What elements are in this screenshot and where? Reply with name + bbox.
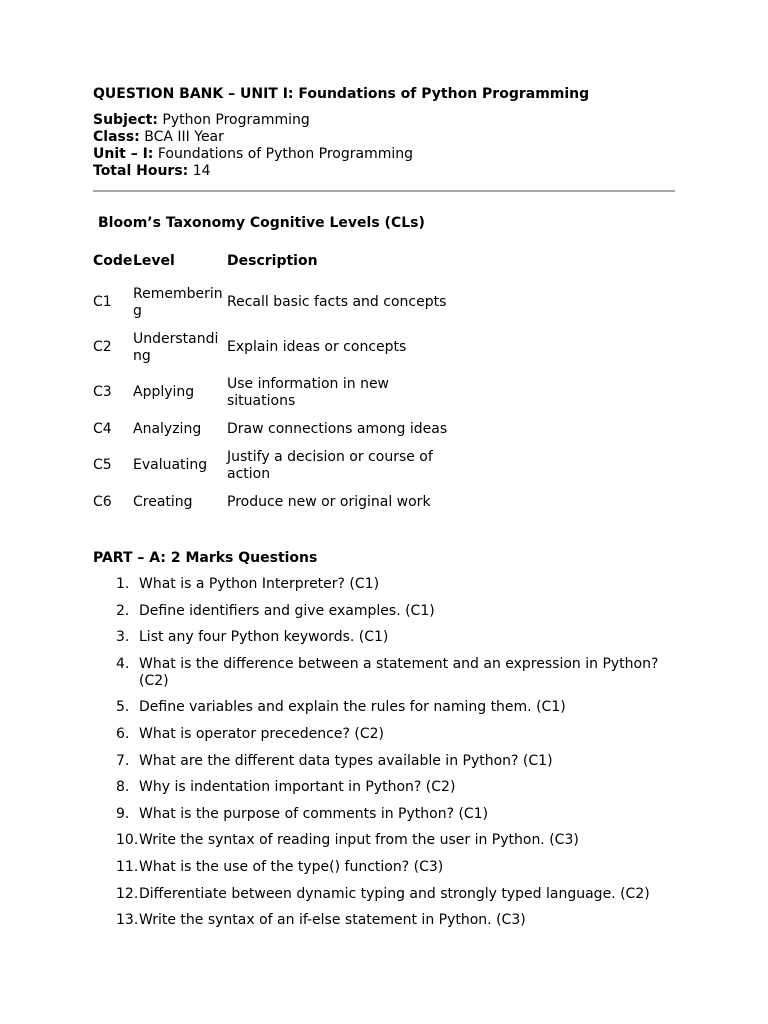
list-item <box>116 726 676 743</box>
meta-hours <box>93 163 413 180</box>
list-item <box>116 656 676 690</box>
cell-description: Draw connections among ideas <box>227 420 448 437</box>
section-heading-part-a: PART – A: 2 Marks Questions <box>93 550 318 566</box>
question-text: Write the syntax of reading input from the user in Python. (C3) <box>139 832 579 849</box>
cell-description: Produce new or original work <box>227 493 431 510</box>
question-number: 2. <box>116 602 130 619</box>
cell-code: C1 <box>93 294 112 310</box>
cell-code: C5 <box>93 457 112 473</box>
question-number: 12. <box>116 885 139 902</box>
question-text: What is operator precedence? (C2) <box>139 725 384 742</box>
cell-level: Remembering <box>133 285 223 319</box>
list-item <box>116 629 676 646</box>
list-item <box>116 859 676 876</box>
list-item <box>116 576 676 593</box>
cell-level: Applying <box>133 384 195 400</box>
list-item <box>116 603 676 620</box>
course-meta <box>93 112 413 180</box>
cell-level: Creating <box>133 493 193 510</box>
meta-label: Unit – I: <box>93 146 154 162</box>
table-header-row <box>93 242 457 280</box>
question-text: What is the use of the type() function? (C3) <box>139 858 444 875</box>
taxonomy-title: Bloom’s Taxonomy Cognitive Levels (CLs) <box>98 215 425 231</box>
meta-value: Foundations of Python Programming <box>157 146 414 162</box>
meta-subject <box>93 112 413 129</box>
list-item <box>116 886 676 903</box>
question-text: List any four Python keywords. (C1) <box>139 629 389 646</box>
cell-code: C2 <box>93 339 112 355</box>
table-row <box>93 488 457 516</box>
cell-code: C6 <box>93 493 112 510</box>
column-header-description: Description <box>227 252 318 269</box>
question-number: 10. <box>116 832 139 849</box>
question-number: 1. <box>116 576 130 592</box>
question-number: 8. <box>116 779 130 796</box>
cell-description: Justify a decision or course of action <box>227 448 433 482</box>
list-item <box>116 806 676 823</box>
meta-label: Subject: <box>93 112 158 128</box>
meta-class <box>93 129 413 146</box>
list-item <box>116 779 676 796</box>
question-text: What are the different data types available in Python? (C1) <box>139 752 553 769</box>
taxonomy-table <box>93 242 457 516</box>
question-text: Define variables and explain the rules for naming them. (C1) <box>139 699 566 716</box>
cell-description: Use information in new situations <box>227 375 390 409</box>
question-number: 4. <box>116 655 130 672</box>
cell-level: Evaluating <box>133 457 208 473</box>
question-text: What is a Python Interpreter? (C1) <box>139 576 380 592</box>
question-number: 11. <box>116 858 139 875</box>
cell-level: Analyzing <box>133 420 202 437</box>
meta-label: Class: <box>93 129 140 145</box>
list-item <box>116 832 676 849</box>
cell-code: C4 <box>93 420 112 437</box>
question-number: 3. <box>116 629 130 646</box>
question-text: Define identifiers and give examples. (C1) <box>139 602 435 619</box>
table-row <box>93 443 457 488</box>
question-number: 6. <box>116 725 130 742</box>
column-header-code: Code <box>93 252 133 269</box>
meta-unit <box>93 146 413 163</box>
question-number: 13. <box>116 912 139 929</box>
question-list <box>116 576 676 939</box>
table-row <box>93 415 457 443</box>
cell-description: Explain ideas or concepts <box>227 339 407 355</box>
horizontal-divider <box>93 190 675 192</box>
table-row <box>93 280 457 325</box>
question-number: 9. <box>116 805 130 822</box>
cell-level: Understanding <box>133 330 219 364</box>
meta-value: 14 <box>192 163 211 179</box>
cell-code: C3 <box>93 384 112 400</box>
question-text: Differentiate between dynamic typing and strongly typed language. (C2) <box>139 885 650 902</box>
question-text: Why is indentation important in Python? (C2) <box>139 779 456 796</box>
column-header-level: Level <box>133 252 175 269</box>
meta-label: Total Hours: <box>93 163 189 179</box>
table-row <box>93 325 457 370</box>
table-row <box>93 370 457 415</box>
question-text: What is the difference between a statement and an expression in Python? (C2) <box>139 655 659 689</box>
question-number: 7. <box>116 752 130 769</box>
list-item <box>116 753 676 770</box>
meta-value: Python Programming <box>162 112 310 128</box>
cell-description: Recall basic facts and concepts <box>227 294 447 310</box>
list-item <box>116 912 676 929</box>
page-title: QUESTION BANK – UNIT I: Foundations of Python Programming <box>93 86 590 102</box>
question-number: 5. <box>116 699 130 716</box>
question-text: What is the purpose of comments in Python? (C1) <box>139 805 489 822</box>
list-item <box>116 699 676 716</box>
meta-value: BCA III Year <box>144 129 224 145</box>
question-text: Write the syntax of an if-else statement in Python. (C3) <box>139 912 526 929</box>
